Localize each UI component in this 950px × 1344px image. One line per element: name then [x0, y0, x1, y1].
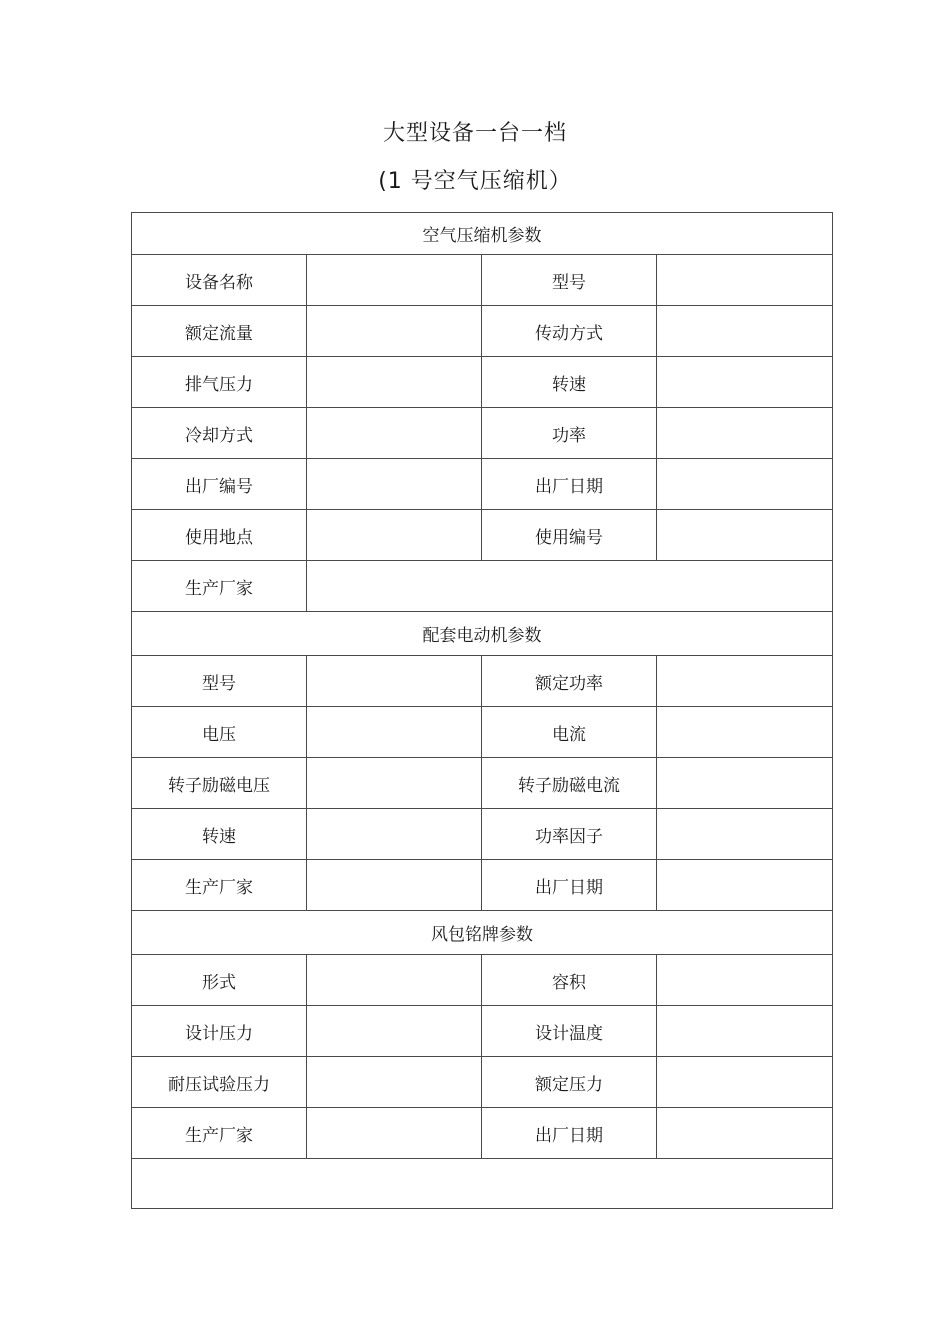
field-value-power-factor[interactable]: [657, 809, 833, 860]
field-label: 使用地点: [132, 510, 307, 561]
field-value-volume[interactable]: [657, 955, 833, 1006]
field-value-rotor-excitation-current[interactable]: [657, 758, 833, 809]
section-header-air-receiver: 风包铭牌参数: [132, 911, 833, 955]
field-value-rated-power[interactable]: [657, 656, 833, 707]
field-label: 转速: [132, 809, 307, 860]
field-label: 设备名称: [132, 255, 307, 306]
field-value-receiver-manufacture-date[interactable]: [657, 1108, 833, 1159]
field-label: 生产厂家: [132, 860, 307, 911]
field-label: 电压: [132, 707, 307, 758]
field-label: 型号: [132, 656, 307, 707]
field-value-usage-number[interactable]: [657, 510, 833, 561]
field-value-speed[interactable]: [657, 357, 833, 408]
field-value-manufacturer[interactable]: [307, 561, 833, 612]
field-value-rated-flow[interactable]: [307, 306, 482, 357]
equipment-record-table: [131, 212, 833, 1209]
field-value-voltage[interactable]: [307, 707, 482, 758]
table-row: [132, 459, 833, 510]
section-header-row: [132, 612, 833, 656]
table-row: [132, 561, 833, 612]
field-value-design-pressure[interactable]: [307, 1006, 482, 1057]
table-row: [132, 707, 833, 758]
table-row: [132, 758, 833, 809]
field-label: 额定功率: [482, 656, 657, 707]
field-label: 功率: [482, 408, 657, 459]
field-value-equipment-name[interactable]: [307, 255, 482, 306]
document-title: 大型设备一台一档: [382, 121, 567, 146]
table-row: [132, 860, 833, 911]
table-row: [132, 809, 833, 860]
table-row: [132, 955, 833, 1006]
section-header-row: [132, 213, 833, 255]
field-label: 出厂日期: [482, 459, 657, 510]
field-label: 转子励磁电流: [482, 758, 657, 809]
field-value-drive-mode[interactable]: [657, 306, 833, 357]
field-value-manufacture-date[interactable]: [657, 459, 833, 510]
table-row: [132, 1006, 833, 1057]
field-value-rated-pressure[interactable]: [657, 1057, 833, 1108]
field-label: 冷却方式: [132, 408, 307, 459]
field-label: 生产厂家: [132, 561, 307, 612]
field-label: 功率因子: [482, 809, 657, 860]
field-label: 设计压力: [132, 1006, 307, 1057]
field-value-discharge-pressure[interactable]: [307, 357, 482, 408]
field-label: 型号: [482, 255, 657, 306]
section-header-row: [132, 911, 833, 955]
field-label: 使用编号: [482, 510, 657, 561]
remarks-row: [132, 1159, 833, 1209]
field-label: 额定压力: [482, 1057, 657, 1108]
field-value-rotor-excitation-voltage[interactable]: [307, 758, 482, 809]
field-label: 生产厂家: [132, 1108, 307, 1159]
field-value-model[interactable]: [657, 255, 833, 306]
field-value-design-temperature[interactable]: [657, 1006, 833, 1057]
field-label: 电流: [482, 707, 657, 758]
field-label: 设计温度: [482, 1006, 657, 1057]
field-value-location[interactable]: [307, 510, 482, 561]
field-value-type[interactable]: [307, 955, 482, 1006]
section-header-compressor: 空气压缩机参数: [132, 213, 833, 255]
field-value-receiver-manufacturer[interactable]: [307, 1108, 482, 1159]
field-label: 形式: [132, 955, 307, 1006]
remarks-cell[interactable]: [132, 1159, 833, 1209]
field-label: 耐压试验压力: [132, 1057, 307, 1108]
field-value-motor-speed[interactable]: [307, 809, 482, 860]
table-row: [132, 357, 833, 408]
field-label: 容积: [482, 955, 657, 1006]
field-value-motor-manufacturer[interactable]: [307, 860, 482, 911]
field-value-power[interactable]: [657, 408, 833, 459]
table-row: [132, 1108, 833, 1159]
section-header-motor: 配套电动机参数: [132, 612, 833, 656]
field-label: 出厂日期: [482, 1108, 657, 1159]
field-label: 排气压力: [132, 357, 307, 408]
field-value-motor-model[interactable]: [307, 656, 482, 707]
field-label: 出厂日期: [482, 860, 657, 911]
field-label: 转子励磁电压: [132, 758, 307, 809]
field-value-motor-manufacture-date[interactable]: [657, 860, 833, 911]
table-row: [132, 510, 833, 561]
field-label: 传动方式: [482, 306, 657, 357]
table-row: [132, 1057, 833, 1108]
field-label: 转速: [482, 357, 657, 408]
field-label: 额定流量: [132, 306, 307, 357]
field-value-serial-number[interactable]: [307, 459, 482, 510]
table-row: [132, 255, 833, 306]
document-subtitle: (1 号空气压缩机）: [378, 169, 572, 194]
field-value-current[interactable]: [657, 707, 833, 758]
field-value-test-pressure[interactable]: [307, 1057, 482, 1108]
table-row: [132, 656, 833, 707]
field-label: 出厂编号: [132, 459, 307, 510]
table-row: [132, 306, 833, 357]
table-row: [132, 408, 833, 459]
field-value-cooling-method[interactable]: [307, 408, 482, 459]
